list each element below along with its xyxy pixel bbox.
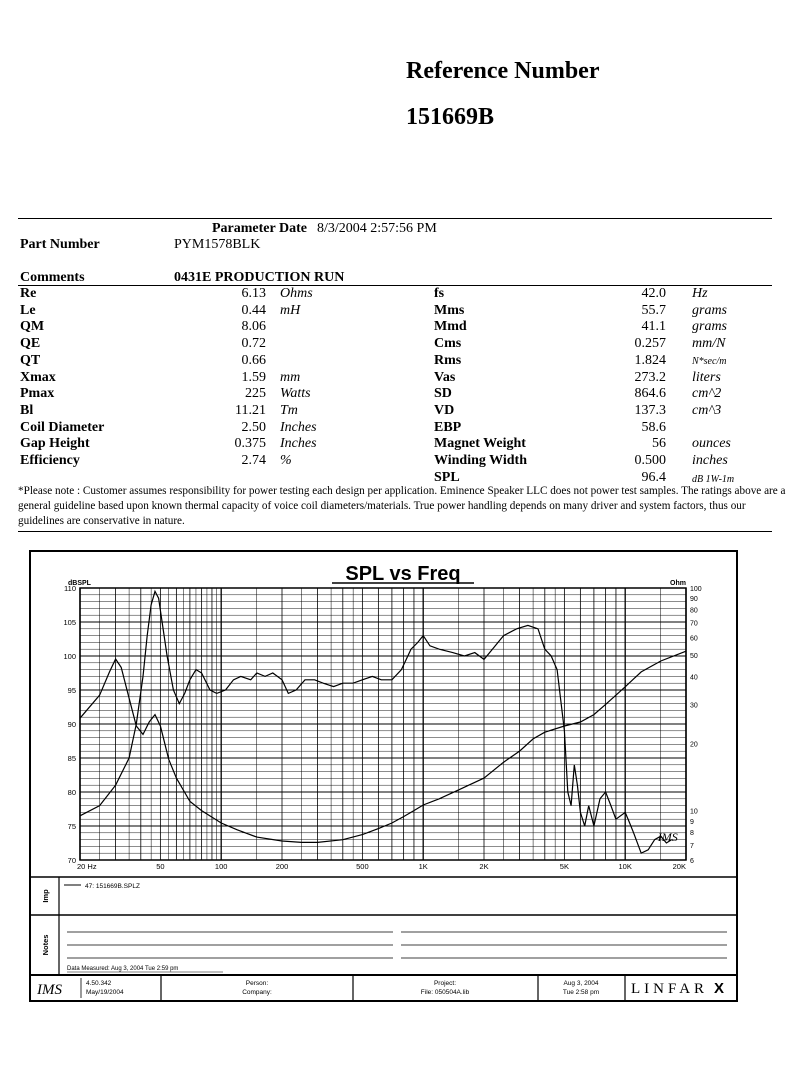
param-unit: grams [692,319,728,335]
y-right-tick-label: 70 [690,620,698,628]
param-value: 55.7 [641,302,666,318]
param-unit: cm^2 [692,386,722,402]
x-tick-label: 10K [618,862,632,871]
footer-time: Tue 2:58 pm [562,989,600,996]
project-label: Project: [433,980,457,987]
y-right-tick-label: 100 [690,586,702,593]
param-value: 41.1 [641,319,666,335]
footer-date: Aug 3, 2004 [563,980,599,987]
param-name: QE [20,336,41,352]
param-name: Gap Height [20,436,90,452]
y-right-tick-label: 30 [690,702,698,710]
param-value: 0.44 [241,302,266,318]
y-left-tick-label: 100 [63,652,76,661]
param-value: 96.4 [641,469,666,485]
y-right-tick-label: 10 [690,808,698,816]
y-right-tick-label: 7 [690,843,694,851]
param-name: fs [434,286,445,301]
legend-entry: 47: 151669B.SPLZ [85,883,140,890]
param-unit: mH [280,302,301,318]
y-left-tick-label: 85 [67,754,76,763]
notes-panel-label: Notes [41,934,50,956]
param-unit: Hz [692,286,708,301]
y-right-tick-label: 50 [690,653,698,661]
bottom-divider [18,531,772,532]
x-tick-label: 200 [275,862,289,871]
param-unit: inches [692,453,728,468]
param-name: SPL [434,469,460,485]
param-name: Le [20,302,36,318]
param-name: Vas [434,369,456,385]
legend-panel-label: Imp [41,889,50,903]
param-value: 42.0 [641,286,666,301]
param-name: Pmax [20,386,55,402]
param-unit: Inches [280,419,317,435]
param-name: Efficiency [20,453,80,468]
param-value: 0.66 [241,352,266,368]
date-measured: Data Measured: Aug 3, 2004 Tue 2:59 pm [67,966,179,972]
param-name: Rms [434,352,462,368]
param-value: 225 [245,386,266,402]
power-disclaimer-note: *Please note : Customer assumes responsibility for power testing each design per application. Eminence Speaker LLC does not power test samples. The ratings above are a general guideline based upon known thermal capacity of voice coil diameters/materials. True power handling depends on many driver and system factors, thus our guidelines are conservative in nature. [18,485,786,527]
left-axis-label: dBSPL [68,580,91,587]
comments-label: Comments [20,270,85,285]
x-tick-label: 50 [156,862,165,871]
param-name: EBP [434,419,462,435]
param-value: 56 [652,436,666,452]
reference-label: Reference Number [406,58,600,84]
param-unit: N*sec/m [692,356,727,367]
ims-annotation: IMS [657,829,678,844]
param-value: 1.824 [634,352,666,368]
chart-title: SPL vs Freq [345,563,461,585]
part-number-label: Part Number [20,237,100,252]
param-value: 2.74 [241,453,266,468]
param-name: Cms [434,336,462,352]
y-right-tick-label: 40 [690,674,698,682]
x-tick-label: 5K [559,862,569,871]
file-label: File: 050504A.lib [420,989,470,996]
param-name: Magnet Weight [434,436,526,452]
y-left-tick-label: 105 [63,618,76,627]
y-left-tick-label: 80 [67,788,76,797]
param-unit: Inches [280,436,317,452]
company-label: Company: [242,989,272,996]
x-tick-label: 20 Hz [77,862,97,871]
software-version-date: May/19/2004 [86,989,124,996]
linearx-logo-text: LINFAR [631,981,709,997]
param-unit: liters [692,369,721,385]
ims-logo: IMS [37,982,62,998]
param-unit: Ohms [280,286,313,301]
param-unit: grams [692,302,728,318]
x-tick-label: 500 [356,862,369,871]
software-version: 4.50.342 [86,980,112,987]
param-name: Winding Width [434,453,528,468]
param-unit: % [280,453,292,468]
y-right-tick-label: 8 [690,830,694,838]
param-name: Coil Diameter [20,419,105,435]
y-right-tick-label: 60 [690,635,698,643]
y-left-tick-label: 110 [64,584,76,593]
comments-value: 0431E PRODUCTION RUN [174,270,345,285]
y-right-tick-label: 6 [690,858,694,865]
param-unit: mm/N [692,336,726,352]
param-name: Bl [20,402,34,418]
param-name: SD [434,386,452,402]
x-tick-label: 1K [418,862,428,871]
spl-vs-freq-chart [31,552,736,1000]
part-number: PYM1578BLK [174,237,261,252]
param-unit: cm^3 [692,402,722,418]
y-right-tick-label: 9 [690,818,694,826]
param-value: 273.2 [634,369,666,385]
x-tick-label: 20K [672,862,686,871]
param-value: 137.3 [634,402,666,418]
param-value: 6.13 [241,286,266,301]
x-tick-label: 100 [214,862,228,871]
param-value: 0.375 [234,436,266,452]
y-left-tick-label: 75 [67,822,76,831]
x-tick-label: 2K [479,862,489,871]
param-value: 1.59 [241,369,266,385]
param-unit: ounces [692,436,731,452]
person-label: Person: [245,980,269,987]
param-value: 864.6 [634,386,666,402]
y-left-tick-label: 70 [67,856,76,865]
param-unit: Watts [280,386,311,402]
param-unit: mm [280,369,301,385]
param-name: Mmd [434,319,467,335]
param-value: 11.21 [235,402,266,418]
top-divider [18,218,772,219]
param-value: 0.500 [634,453,666,468]
y-right-tick-label: 20 [690,741,698,749]
param-name: QM [20,319,45,335]
param-name: Xmax [20,369,56,385]
y-right-tick-label: 90 [690,596,698,604]
y-right-tick-label: 80 [690,607,698,615]
param-value: 8.06 [241,319,266,335]
y-left-tick-label: 95 [67,686,76,695]
right-axis-label: Ohm [670,580,686,587]
param-unit: dB 1W-1m [692,474,735,485]
parameter-date: 8/3/2004 2:57:56 PM [317,221,437,236]
parameter-date-label: Parameter Date [212,221,307,236]
param-value: 58.6 [641,419,666,435]
param-name: Mms [434,302,465,318]
param-name: QT [20,352,41,368]
y-left-tick-label: 90 [67,720,76,729]
linearx-logo-x: X [714,980,725,997]
param-value: 0.72 [241,336,266,352]
param-name: Re [20,286,37,301]
param-name: VD [434,402,455,418]
param-unit: Tm [280,402,298,418]
reference-number: 151669B [406,104,495,130]
param-value: 2.50 [241,419,266,435]
param-value: 0.257 [634,336,666,352]
measurement-sheet [29,550,738,1002]
